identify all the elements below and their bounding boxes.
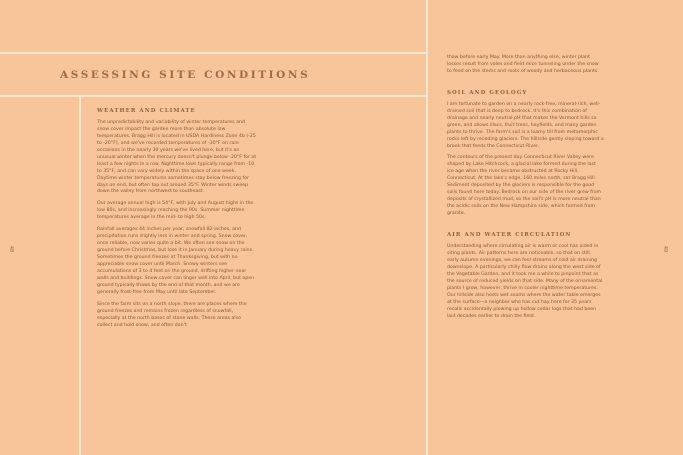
section-air-water bbox=[447, 232, 604, 320]
section-soil bbox=[447, 90, 604, 218]
paragraph: Understanding where circulating air is warm or cool has aided in siting plants. Air patterns here are noticeable, so that on still, early autumn evenings, we can feel streams of cold air draining downslope. A particularly chilly flow drains along the west side of the Vegetable Garden, and it took me a while to pinpoint that as the source of reduced yields on that side. Many of the ornamental plants I grow, however, thrive in cooler nighttime temperatures. Our hillside also hosts wet seams where the water table emerges at the surface—a neighbor who has cut hay here for 35 years recalls accidentally plowing up hollow cedar logs that had been laid decades earlier to drain the field. bbox=[447, 244, 603, 319]
left-column-rule bbox=[79, 95, 81, 455]
right-text-column bbox=[447, 55, 604, 335]
top-rule-upper bbox=[0, 52, 428, 54]
chapter-title: ASSESSING SITE CONDITIONS bbox=[60, 69, 311, 81]
page-number-right: 49 bbox=[662, 245, 669, 253]
top-rule-lower bbox=[0, 95, 428, 97]
left-text-column bbox=[97, 108, 257, 335]
paragraph: Rainfall averages 44 inches per year, snowfall 82 inches, and precipitation runs slightly less in winter and spring. Snow cover, once reliable, now varies quite a bit. We often see snow on the ground before Christmas, but lose it in January during heavy rains. Sometimes the ground freezes at Thanksgiving, but with no appreciable snow cover until March. Snowy winters see accumulations of 3 to 4 feet on the ground, drifting higher near walls and buildings. Snow cover can linger well into April, but open ground typically thaws by the end of that month, and we are generally frost-free from May until late September. bbox=[97, 227, 255, 295]
paragraph: The contours of the present day Connecticut River Valley were shaped by Lake Hitchcock, a glacial lake formed during the last ice age when the river became obstructed at Rocky Hill, Connecticut. At the lake's edge, 160 miles north, sat Bragg Hill. Sediment deposited by the glaciers is responsible for the good soils found here today. Bedrock on our side of the river grew from deposits of crystallized mud, so the soil's pH is more neutral than the acidic soils on the New Hampshire side, which formed from granite. bbox=[447, 155, 602, 217]
page-number-left: 48 bbox=[8, 245, 15, 253]
paragraph: The unpredictability and variability of winter temperatures and snow cover impact the garden more than absolute low temperatures. Bragg Hill is located in USDA Hardiness Zone 4b (-25 to -20°F), and we've recorded temperatures of -30°F on rare occasions in the nearly 30 years we've lived here, but it's an unusual winter when the mercury doesn't plunge below -20°F for at least a few nights in a row. Nighttime lows typically range from -10 to 35°F, and can vary widely within the space of one week. Daytime winter temperatures sometimes stay below freezing for days on end, but often top out around 35°F. Winter winds sweep down the valley from northwest to southeast. bbox=[97, 119, 257, 195]
section-heading-weather: WEATHER AND CLIMATE bbox=[97, 108, 196, 114]
gutter-rule bbox=[426, 0, 428, 455]
section-heading-soil: SOIL AND GEOLOGY bbox=[447, 89, 528, 96]
paragraph: Our average annual high is 54°F, with July and August highs in the low 80s, and increasingly reaching the 90s. Summer nighttime temperatures average in the mid- to high 50s. bbox=[97, 201, 254, 221]
section-heading-air-water: AIR AND WATER CIRCULATION bbox=[447, 232, 572, 239]
paragraph: Since the farm sits on a north slope, there are places where the ground freezes and remains frozen regardless of snowfall, especially at the north bases of stone walls. These areas also collect and hold snow, and often don't bbox=[97, 301, 247, 328]
paragraph: I am fortunate to garden on a nearly rock-free, mineral-rich, well-drained soil that is deep to bedrock. It's this combination of drainage and nearly neutral pH that makes the Vermont hills so green, and allows lilacs, fruit trees, hayfields, and many garden plants to thrive. The farm's soil is a loamy till from metamorphic rocks left by receding glaciers. The hillside gently sloping toward a brook that feeds the Connecticut River. bbox=[447, 101, 604, 149]
continued-paragraph: thaw before early May. More than anything else, winter plant losses result from voles and field mice tunneling under the snow to feed on the stems and roots of woody and herbaceous plants. bbox=[447, 55, 599, 74]
